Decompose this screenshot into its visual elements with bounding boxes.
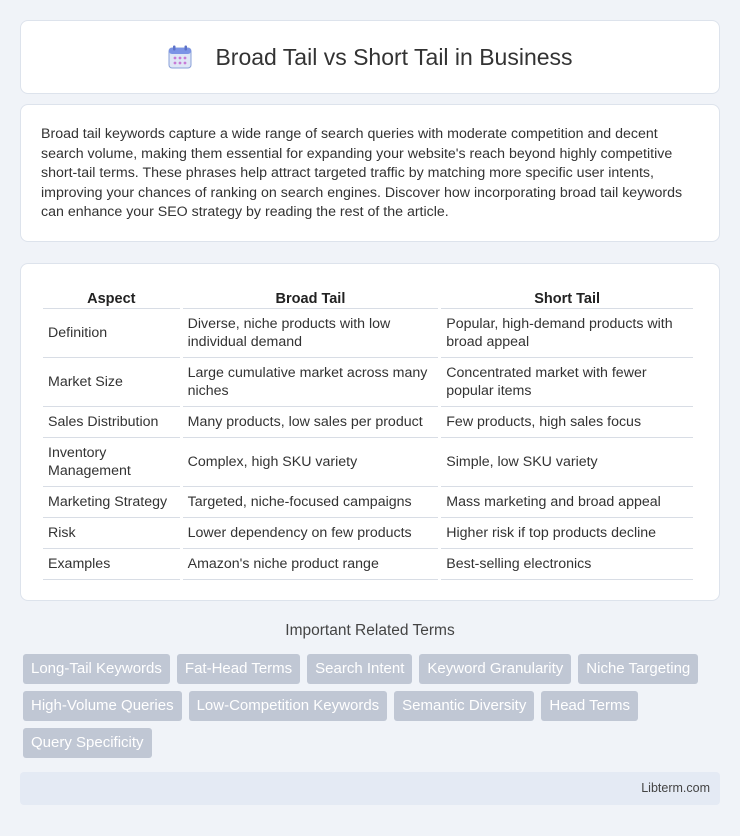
table-cell: Simple, low SKU variety xyxy=(441,438,693,487)
table-cell: Complex, high SKU variety xyxy=(183,438,439,487)
table-cell: Definition xyxy=(43,309,180,358)
table-cell: Lower dependency on few products xyxy=(183,518,439,549)
calendar-icon xyxy=(167,44,193,70)
table-cell: Examples xyxy=(43,549,180,580)
table-row xyxy=(43,487,693,518)
table-header-row xyxy=(43,284,693,309)
comparison-table-card xyxy=(20,263,720,601)
header-card xyxy=(20,20,720,94)
table-row xyxy=(43,309,693,358)
table-cell: Diverse, niche products with low individual demand xyxy=(183,309,439,358)
table-cell: Amazon's niche product range xyxy=(183,549,439,580)
table-cell: Higher risk if top products decline xyxy=(441,518,693,549)
related-term-tag[interactable]: Query Specificity xyxy=(23,728,152,758)
related-terms-title: Important Related Terms xyxy=(285,622,455,639)
table-cell: Inventory Management xyxy=(43,438,180,487)
table-cell: Marketing Strategy xyxy=(43,487,180,518)
related-terms-list xyxy=(23,654,713,765)
table-cell: Few products, high sales focus xyxy=(441,407,693,438)
intro-card xyxy=(20,104,720,242)
footer-site-link[interactable]: Libterm.com xyxy=(641,781,710,795)
page-title: Broad Tail vs Short Tail in Business xyxy=(215,43,573,70)
related-term-tag[interactable]: Head Terms xyxy=(541,691,638,721)
table-cell: Many products, low sales per product xyxy=(183,407,439,438)
related-term-tag[interactable]: Search Intent xyxy=(307,654,412,684)
header-aspect: Aspect xyxy=(43,284,180,309)
table-cell: Sales Distribution xyxy=(43,407,180,438)
table-cell: Risk xyxy=(43,518,180,549)
related-term-tag[interactable]: Fat-Head Terms xyxy=(177,654,300,684)
table-cell: Mass marketing and broad appeal xyxy=(441,487,693,518)
header-broad-tail: Broad Tail xyxy=(183,284,439,309)
table-cell: Popular, high-demand products with broad appeal xyxy=(441,309,693,358)
table-cell: Large cumulative market across many niches xyxy=(183,358,439,407)
related-term-tag[interactable]: Niche Targeting xyxy=(578,654,698,684)
intro-text: Broad tail keywords capture a wide range of search queries with moderate competition and decent search volume, making them essential for expanding your website's reach beyond highly competitive short-tail terms. These phrases help attract targeted traffic by matching more specific user intents, improving your chances of ranking on search engines. Discover how incorporating broad tail keywords can enhance your SEO strategy by reading the rest of the article. xyxy=(41,126,683,220)
table-row xyxy=(43,407,693,438)
related-term-tag[interactable]: Semantic Diversity xyxy=(394,691,534,721)
table-cell: Concentrated market with fewer popular items xyxy=(441,358,693,407)
footer xyxy=(20,772,720,805)
table-cell: Best-selling electronics xyxy=(441,549,693,580)
comparison-table xyxy=(40,284,696,580)
table-cell: Targeted, niche-focused campaigns xyxy=(183,487,439,518)
related-term-tag[interactable]: Keyword Granularity xyxy=(419,654,571,684)
related-term-tag[interactable]: Low-Competition Keywords xyxy=(189,691,388,721)
table-row xyxy=(43,549,693,580)
related-term-tag[interactable]: High-Volume Queries xyxy=(23,691,182,721)
table-row xyxy=(43,518,693,549)
table-row xyxy=(43,358,693,407)
related-term-tag[interactable]: Long-Tail Keywords xyxy=(23,654,170,684)
header-short-tail: Short Tail xyxy=(441,284,693,309)
table-row xyxy=(43,438,693,487)
table-cell: Market Size xyxy=(43,358,180,407)
